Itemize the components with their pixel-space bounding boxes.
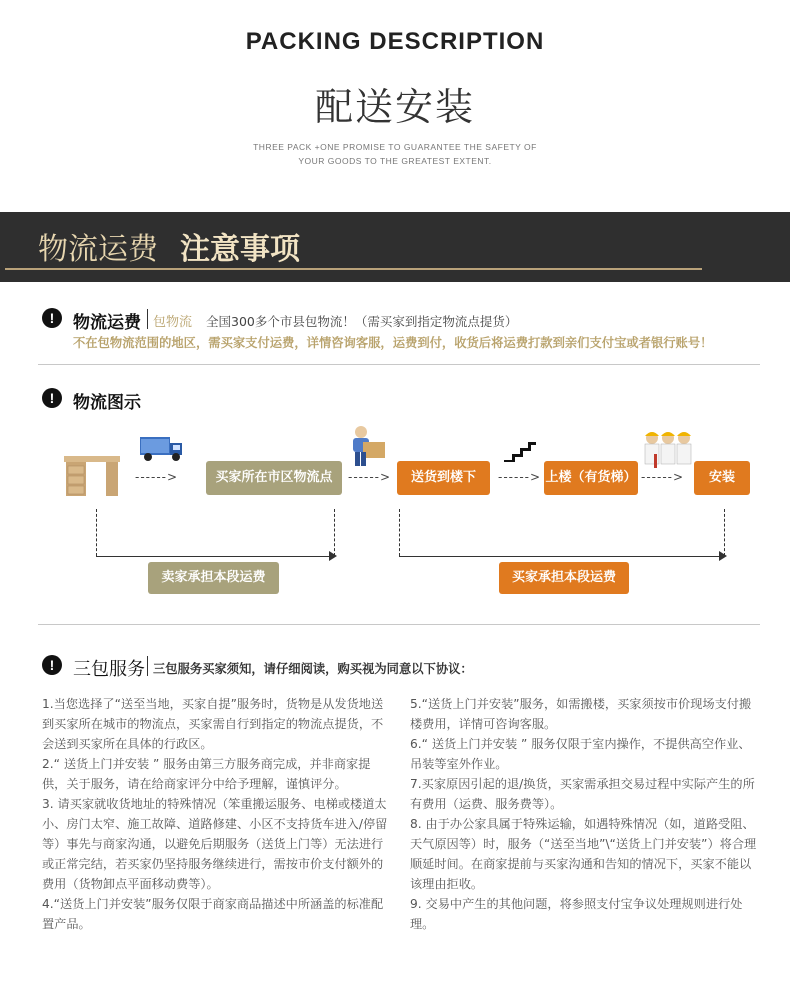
warning-icon: ! [42, 388, 62, 408]
service-subtitle: 三包服务买家须知，请仔细阅读，购买视为同意以下协议： [153, 662, 473, 676]
divider [38, 364, 760, 365]
flow-arrow: ------> [135, 470, 179, 484]
connector-line [334, 509, 335, 556]
delivery-worker-icon [347, 424, 389, 468]
connector-line [399, 509, 400, 556]
term-item: 2.“ 送货上门并安装 ” 服务由第三方服务商完成，并非商家提供，关于服务，请在给商家评分中给予理解，谨慎评分。 [42, 757, 371, 791]
title-divider [147, 309, 148, 329]
shipping-note: 不在包物流范围的地区，需买家支付运费，详情咨询客服，运费到付，收货后将运费打款到亲们支付宝或者银行账号！ [73, 336, 713, 350]
step-install: 安装 [694, 461, 750, 495]
buyer-pays-label: 买家承担本段运费 [499, 562, 629, 594]
subtitle-line-2: YOUR GOODS TO THE GREATEST EXTENT. [298, 156, 492, 166]
step-deliver-downstairs: 送货到楼下 [397, 461, 490, 495]
terms-right-column [410, 694, 762, 934]
diagram-title: 物流图示 [73, 393, 141, 413]
terms-left-column [42, 694, 394, 934]
shipping-title: 物流运费 [73, 313, 141, 333]
divider [38, 624, 760, 625]
page-title-en: PACKING DESCRIPTION [245, 28, 545, 55]
title-divider [147, 656, 148, 676]
seller-pays-label: 卖家承担本段运费 [148, 562, 279, 594]
warning-icon: ! [42, 655, 62, 675]
shipping-desc: 全国300多个市县包物流！（需买家到指定物流点提货） [206, 314, 518, 329]
step-local-logistics-point: 买家所在市区物流点 [206, 461, 342, 495]
page-title-cn: 配送安装 [314, 85, 475, 129]
truck-icon [140, 435, 186, 463]
term-item: 1.当您选择了“送至当地，买家自提”服务时，货物是从发货地送到买家所在城市的物流点，买家需自行到指定的物流点提货，不会送到买家所在具体的行政区。 [42, 697, 384, 751]
arrowhead [329, 551, 337, 561]
term-item: 3. 请买家就收货地址的特殊情况（笨重搬运服务、电梯或楼道太小、房门太窄、施工故障、道路修建、小区不支持货车进入/停留等）事先与商家沟通，以避免后期服务（送货上门等）无法进行或正常完结，若买家仍坚持服务继续进行，需按市价支付额外的费用（货物卸点平面移动费等）。 [42, 797, 388, 891]
arrowhead [719, 551, 727, 561]
step-upstairs-elevator: 上楼（有货梯） [544, 461, 638, 495]
shipping-tag: 包物流 [153, 315, 193, 330]
service-title: 三包服务 [73, 659, 145, 680]
term-item: 5.“送货上门并安装”服务，如需搬楼，买家须按市价现场支付搬楼费用，详情可咨询客服。 [410, 697, 752, 731]
term-item: 9. 交易中产生的其他问题，将参照支付宝争议处理规则进行处理。 [410, 897, 743, 931]
term-item: 4.“送货上门并安装”服务仅限于商家商品描述中所涵盖的标准配置产品。 [42, 897, 384, 931]
connector-line [96, 556, 334, 557]
stairs-icon [504, 442, 538, 462]
subtitle-line-1: THREE PACK +ONE PROMISE TO GUARANTEE THE SAFETY OF [253, 142, 537, 152]
term-item: 7.买家原因引起的退/换货，买家需承担交易过程中实际产生的所有费用（运费、服务费等）。 [410, 777, 755, 811]
connector-line [96, 509, 97, 556]
warning-icon: ! [42, 308, 62, 328]
flow-arrow: ------> [498, 470, 542, 484]
connector-line [724, 509, 725, 556]
term-item: 8. 由于办公家具属于特殊运输，如遇特殊情况（如，道路受阻、天气原因等）时，服务（“送至当地”\“送货上门并安装”）将合理顺延时间。在商家提前与买家沟通和告知的情况下，买家不能以该理由拒收。 [410, 817, 757, 891]
workers-icon [640, 428, 696, 470]
term-item: 6.“ 送货上门并安装 ” 服务仅限于室内操作，不提供高空作业、吊装等室外作业。 [410, 737, 751, 771]
banner-title-left: 物流运费 [38, 232, 158, 267]
connector-line [399, 556, 724, 557]
flow-arrow: ------> [348, 470, 392, 484]
banner-title-right: 注意事项 [180, 232, 300, 267]
flow-arrow: ------> [641, 470, 685, 484]
banner-underline [5, 268, 702, 270]
desk-icon [64, 454, 120, 498]
